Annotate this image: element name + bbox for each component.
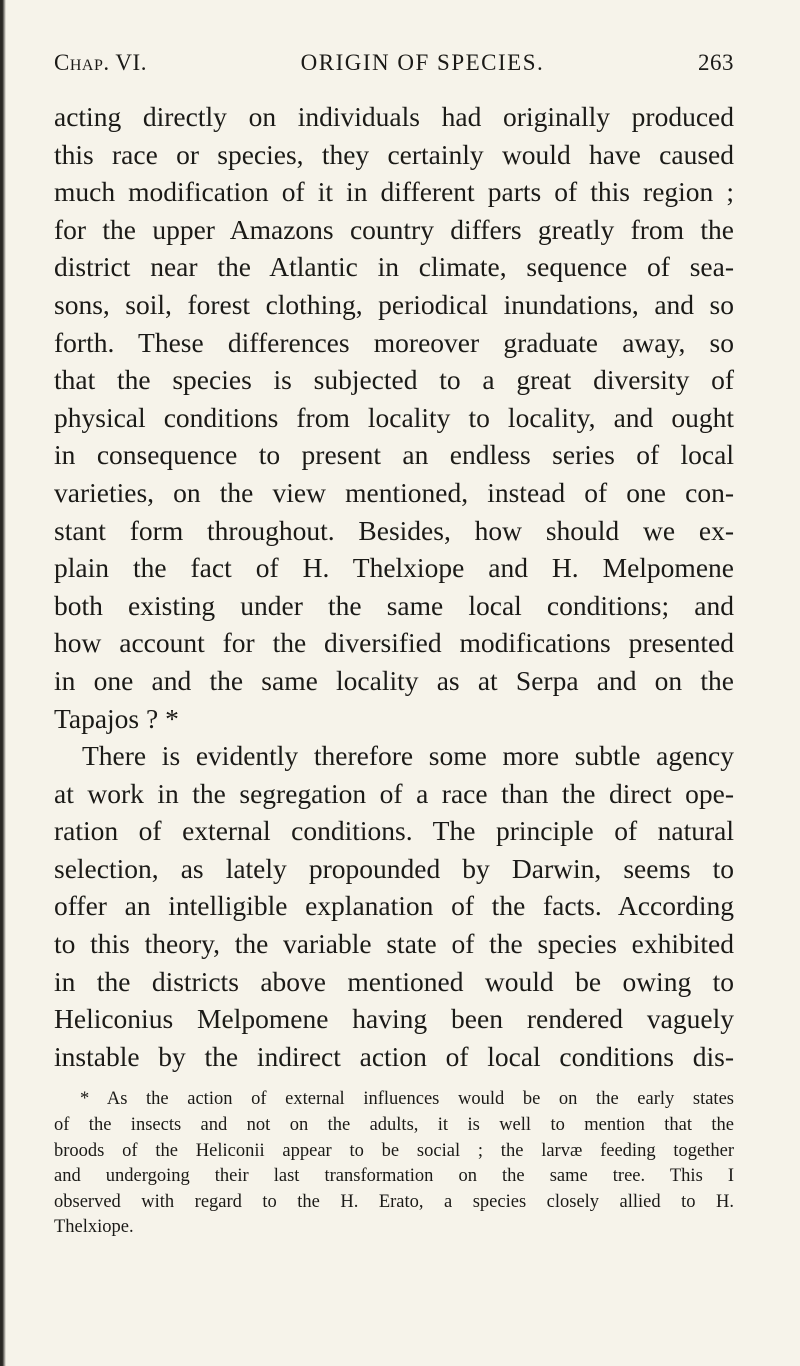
text-line: physical conditions from locality to locality, and ought	[54, 401, 734, 433]
text-line: for the upper Amazons country differs greatly from the	[54, 213, 734, 245]
text-line: in one and the same locality as at Serpa and on the	[54, 664, 734, 696]
text-line: that the species is subjected to a great diversity of	[54, 364, 734, 396]
text-line: varieties, on the view mentioned, instead of one con-	[54, 476, 734, 508]
text-line: selection, as lately propounded by Darwin, seems to	[54, 852, 734, 884]
text-line: this race or species, they certainly would have caused	[54, 138, 734, 170]
footnote-line: of the insects and not on the adults, it is well to mention that the	[54, 1115, 734, 1136]
footnote-line: observed with regard to the H. Erato, a species closely allied to H.	[54, 1191, 734, 1212]
text-line: to this theory, the variable state of the species exhibited	[54, 928, 734, 960]
text-line: stant form throughout. Besides, how should we ex-	[54, 514, 734, 546]
footnote-line: Thelxiope.	[54, 1217, 134, 1238]
running-head	[54, 46, 734, 80]
text-line: offer an intelligible explanation of the facts. According	[54, 890, 734, 922]
footnote-line: and undergoing their last transformation on the same tree. This I	[54, 1166, 734, 1187]
text-line: Tapajos ? *	[54, 702, 179, 734]
body-text	[54, 98, 734, 1075]
text-line: in the districts above mentioned would be owing to	[54, 965, 734, 997]
text-line: how account for the diversified modifications presented	[54, 627, 734, 659]
text-line: acting directly on individuals had originally produced	[54, 101, 734, 132]
text-line: at work in the segregation of a race than the direct ope-	[54, 777, 734, 809]
page-number: 263	[697, 50, 734, 75]
text-line: plain the fact of H. Thelxiope and H. Melpomene	[54, 552, 734, 584]
paragraph-start-line: There is evidently therefore some more subtle agency	[82, 740, 734, 772]
text-line: district near the Atlantic in climate, sequence of sea-	[54, 251, 734, 283]
text-line: sons, soil, forest clothing, periodical inundations, and so	[54, 288, 734, 320]
text-line: in consequence to present an endless series of local	[54, 439, 734, 471]
text-line: both existing under the same local conditions; and	[54, 589, 734, 621]
chapter-label: Chap. VI.	[54, 50, 147, 75]
footnote	[54, 1087, 734, 1241]
book-page	[54, 46, 734, 1241]
running-title: ORIGIN OF SPECIES.	[300, 50, 545, 75]
text-line: forth. These differences moreover graduate away, so	[54, 326, 734, 358]
text-line: Heliconius Melpomene having been rendered vaguely	[54, 1003, 734, 1035]
footnote-line: * As the action of external influences would be on the early states	[80, 1089, 734, 1110]
text-line: ration of external conditions. The principle of natural	[54, 815, 734, 847]
footnote-line: broods of the Heliconii appear to be social ; the larvæ feeding together	[54, 1140, 734, 1161]
text-line: instable by the indirect action of local conditions dis-	[54, 1040, 734, 1072]
text-line: much modification of it in different parts of this region ;	[54, 176, 734, 208]
page-binding-edge	[0, 0, 6, 1366]
